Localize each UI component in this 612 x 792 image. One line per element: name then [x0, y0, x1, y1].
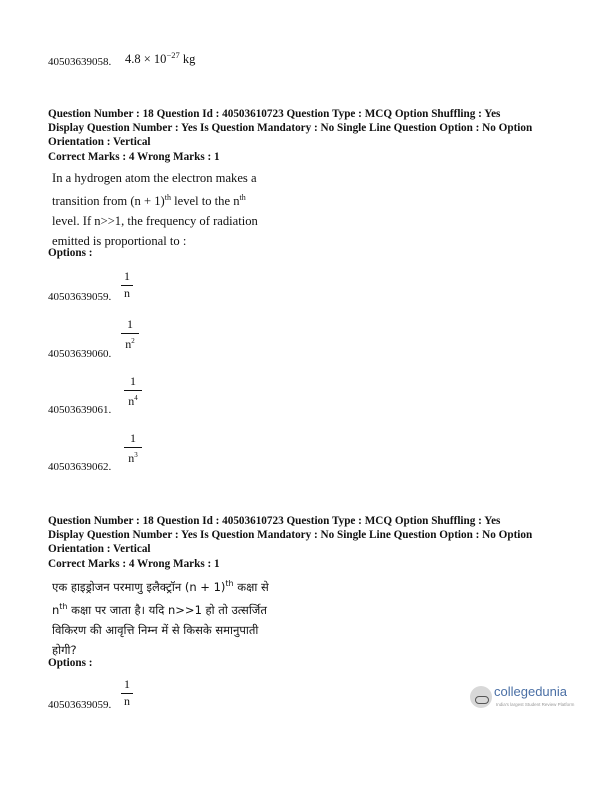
- collegedunia-logo: [470, 682, 590, 718]
- option-id: 40503639062.: [48, 461, 112, 473]
- fraction-denominator: n: [128, 394, 135, 408]
- option-fraction: [121, 270, 133, 300]
- fraction-exponent: 4: [134, 394, 138, 402]
- fraction-exponent: 3: [134, 451, 138, 459]
- question-text-part: कक्षा पर जाता है। यदि n>>1 हो तो उत्सर्जित: [67, 602, 267, 617]
- question-header-line: Display Question Number : Yes Is Question Mandatory : No Single Line Question Option : No Option: [48, 122, 533, 134]
- options-label: Options :: [48, 657, 93, 669]
- fraction-denominator-group: [128, 449, 138, 465]
- fraction-numerator: 1: [124, 269, 130, 283]
- option-id: 40503639061.: [48, 404, 112, 416]
- fraction-numerator: 1: [130, 431, 136, 445]
- superscript: th: [225, 579, 234, 588]
- question-header-line: Question Number : 18 Question Id : 40503610723 Question Type : MCQ Option Shuffling : Yes: [48, 108, 501, 120]
- logo-name: collegedunia: [494, 684, 568, 699]
- logo-mascot-icon: [470, 686, 492, 708]
- glasses-icon: [475, 696, 489, 704]
- fraction-numerator: 1: [127, 317, 133, 331]
- question-text-line: [52, 574, 322, 597]
- option-id: 40503639060.: [48, 348, 112, 360]
- question-text: [52, 168, 302, 251]
- superscript: th: [164, 193, 171, 202]
- option-value-unit: kg: [182, 52, 196, 67]
- question-text-line: level. If n>>1, the frequency of radiation: [52, 214, 258, 229]
- option-value: [125, 50, 195, 67]
- logo-tagline: India's largest Student Review Platform: [496, 702, 575, 707]
- question-text-part: कक्षा से: [233, 579, 269, 594]
- question-text-line: होगी?: [52, 642, 77, 657]
- question-marks: Correct Marks : 4 Wrong Marks : 1: [48, 151, 220, 163]
- question-text-line: emitted is proportional to :: [52, 234, 187, 249]
- option-id: 40503639058.: [48, 56, 112, 68]
- superscript: th: [239, 193, 246, 202]
- question-text: [52, 574, 322, 660]
- fraction-numerator: 1: [124, 677, 130, 691]
- option-id: 40503639059.: [48, 291, 112, 303]
- fraction-exponent: 2: [131, 337, 135, 345]
- fraction-numerator: 1: [130, 374, 136, 388]
- question-header-line: Question Number : 18 Question Id : 40503610723 Question Type : MCQ Option Shuffling : Yes: [48, 515, 501, 527]
- question-text-line: [52, 188, 302, 211]
- question-text-line: विकिरण की आवृत्ति निम्न में से किसके समानुपाती: [52, 622, 259, 637]
- question-marks: Correct Marks : 4 Wrong Marks : 1: [48, 558, 220, 570]
- question-header-line: Orientation : Vertical: [48, 543, 151, 555]
- question-header: [48, 514, 588, 571]
- fraction-denominator-group: [128, 392, 138, 408]
- option-id: 40503639059.: [48, 699, 112, 711]
- fraction-denominator: n: [128, 451, 135, 465]
- option-fraction: [124, 432, 142, 465]
- question-text-line: In a hydrogen atom the electron makes a: [52, 171, 257, 185]
- fraction-denominator: n: [124, 286, 130, 300]
- fraction-bar: [121, 333, 139, 334]
- fraction-denominator-group: [125, 335, 135, 351]
- question-text-part: n: [52, 602, 60, 617]
- question-text-line: [52, 597, 322, 620]
- question-header: [48, 107, 588, 164]
- fraction-denominator: n: [125, 337, 132, 351]
- option-value-exponent: −27: [166, 50, 180, 60]
- question-header-line: Orientation : Vertical: [48, 136, 151, 148]
- fraction-bar: [124, 447, 142, 448]
- fraction-denominator: n: [124, 694, 130, 708]
- superscript: th: [59, 601, 68, 611]
- fraction-bar: [124, 390, 142, 391]
- question-text-part: एक हाइड्रोजन परमाणु इलैक्ट्रॉन (n + 1): [52, 579, 226, 594]
- option-value-base: 4.8 × 10: [125, 52, 167, 67]
- options-label: Options :: [48, 247, 93, 259]
- question-text-part: level to the n: [170, 194, 240, 209]
- question-header-line: Display Question Number : Yes Is Question Mandatory : No Single Line Question Option : No Option: [48, 529, 533, 541]
- option-fraction: [121, 318, 139, 351]
- question-text-part: transition from (n + 1): [52, 194, 165, 209]
- option-fraction: [121, 678, 133, 708]
- option-fraction: [124, 375, 142, 408]
